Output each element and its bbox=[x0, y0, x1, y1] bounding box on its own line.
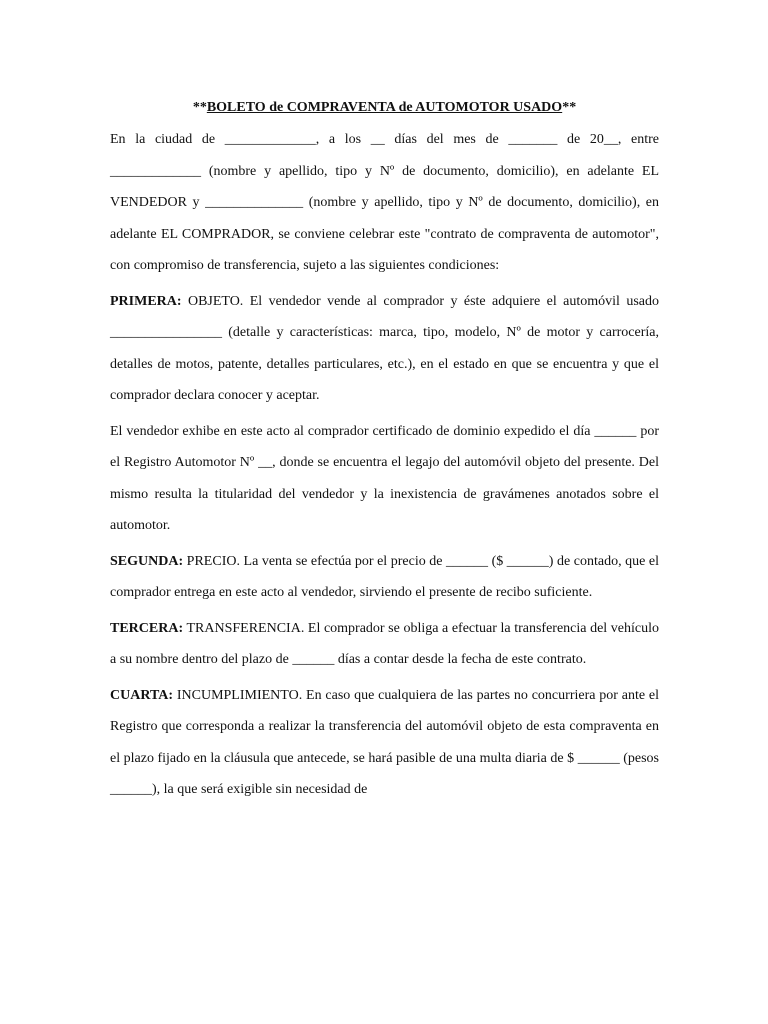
clause-segunda bbox=[110, 546, 659, 609]
document-title bbox=[110, 96, 659, 120]
title-main: BOLETO de COMPRAVENTA de AUTOMOTOR USADO bbox=[206, 100, 563, 115]
clause-cuarta-label: CUARTA: bbox=[110, 687, 174, 703]
clause-tercera-text: TRANSFERENCIA. El comprador se obliga a efectuar la transferencia del vehículo a su nombre dentro del plazo de ______ días a contar desde la fecha de este contrato. bbox=[110, 620, 659, 667]
clause-primera bbox=[110, 286, 659, 412]
clause-tercera-label: TERCERA: bbox=[110, 620, 184, 636]
title-suffix: ** bbox=[562, 100, 577, 115]
document-page bbox=[110, 96, 659, 810]
clause-primera-text: OBJETO. El vendedor vende al comprador y éste adquiere el automóvil usado ________________ (detalle y características: marca, tipo, modelo, Nº de motor y carrocería, detalles de motos, patente, detalles particulares, etc.), en el estado en que se encuentra y que el comprador declara conocer y aceptar. bbox=[110, 293, 659, 403]
dominio-paragraph: El vendedor exhibe en este acto al comprador certificado de dominio expedido el día ______ por el Registro Automotor Nº __, donde se encuentra el legajo del automóvil objeto del presente. Del mismo resulta la titularidad del vendedor y la inexistencia de gravámenes anotados sobre el automotor. bbox=[110, 423, 659, 533]
title-prefix: ** bbox=[192, 100, 207, 115]
clause-segunda-text: PRECIO. La venta se efectúa por el precio de ______ ($ ______) de contado, que el comprador entrega en este acto al vendedor, sirviendo el presente de recibo suficiente. bbox=[110, 553, 659, 600]
clause-primera-label: PRIMERA: bbox=[110, 293, 182, 309]
clause-tercera bbox=[110, 613, 659, 676]
clause-segunda-label: SEGUNDA: bbox=[110, 553, 184, 569]
clause-cuarta bbox=[110, 680, 659, 806]
intro-paragraph: En la ciudad de _____________, a los __ días del mes de _______ de 20__, entre _____________ (nombre y apellido, tipo y Nº de documento, domicilio), en adelante EL VENDEDOR y ______________ (nombre y apellido, tipo y Nº de documento, domicilio), en adelante EL COMPRADOR, se conviene celebrar este "contrato de compraventa de automotor", con compromiso de transferencia, sujeto a las siguientes condiciones: bbox=[110, 132, 659, 273]
clause-cuarta-text: INCUMPLIMIENTO. En caso que cualquiera de las partes no concurriera por ante el Registro que corresponda a realizar la transferencia del automóvil objeto de esta compraventa en el plazo fijado en la cláusula que antecede, se hará pasible de una multa diaria de $ ______ (pesos ______), la que será exigible sin necesidad de bbox=[110, 687, 659, 797]
